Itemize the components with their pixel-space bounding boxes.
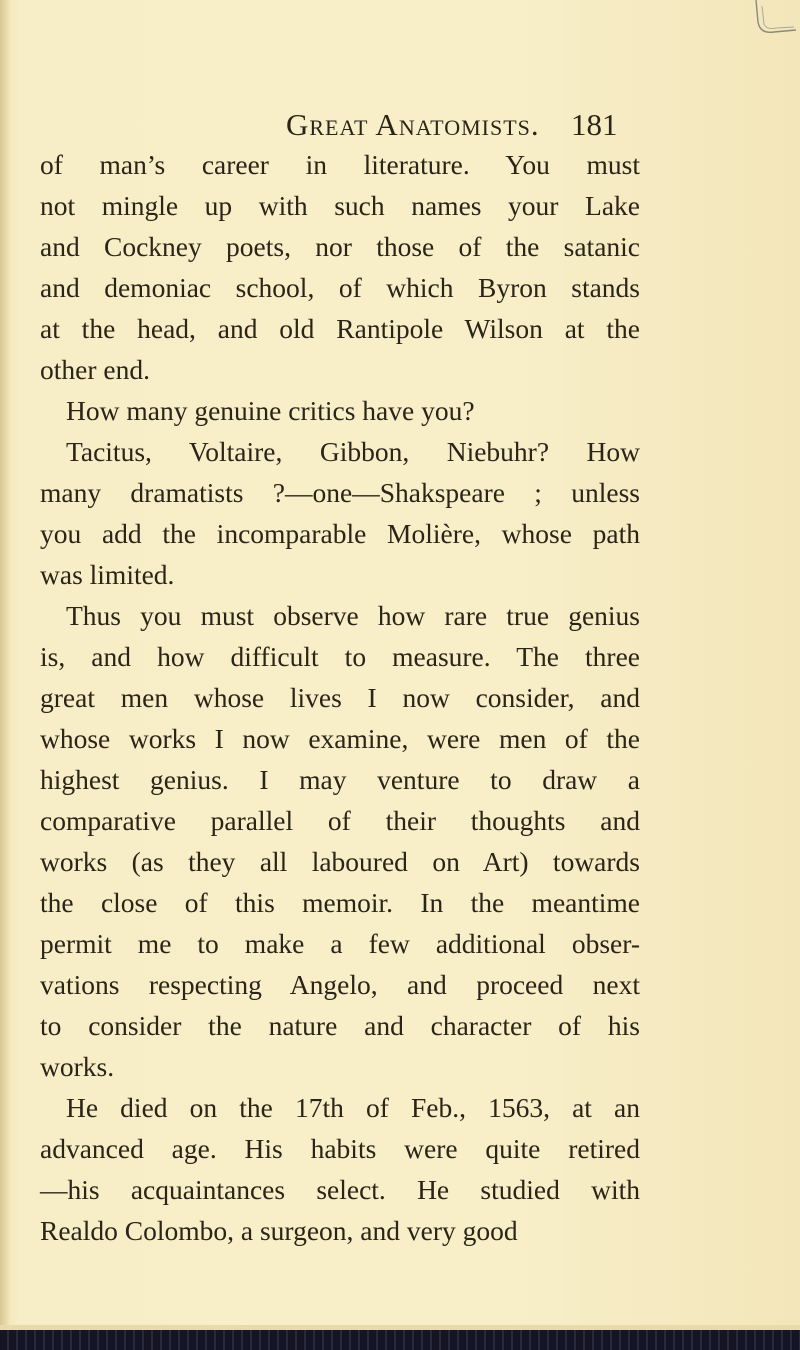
text-line: great men whose lives I now consider, and <box>40 682 640 713</box>
running-title: Great Anatomists. <box>286 107 540 142</box>
text-line: works (as they all laboured on Art) towards <box>40 846 640 877</box>
text-line: He died on the 17th of Feb., 1563, at an <box>66 1092 640 1123</box>
text-line: many dramatists ?—one—Shakspeare ; unless <box>40 477 640 508</box>
text-line: Thus you must observe how rare true genius <box>66 600 640 631</box>
text-line: —his acquaintances select. He studied with <box>40 1174 640 1205</box>
text-line: Tacitus, Voltaire, Gibbon, Niebuhr? How <box>66 436 640 467</box>
text-line: whose works I now examine, were men of the <box>40 723 640 754</box>
corner-mark <box>748 0 798 40</box>
text-line: not mingle up with such names your Lake <box>40 190 640 221</box>
page-header <box>0 100 800 150</box>
text-line: other end. <box>40 354 150 385</box>
text-line: and Cockney poets, nor those of the satanic <box>40 231 640 262</box>
text-line: the close of this memoir. In the meantime <box>40 887 640 918</box>
text-line: to consider the nature and character of his <box>40 1010 640 1041</box>
text-line: is, and how difficult to measure. The three <box>40 641 640 672</box>
text-line: advanced age. His habits were quite retired <box>40 1133 640 1164</box>
text-line: you add the incomparable Molière, whose path <box>40 518 640 549</box>
text-line: highest genius. I may venture to draw a <box>40 764 640 795</box>
text-line: works. <box>40 1051 115 1082</box>
text-line: permit me to make a few additional obser- <box>40 928 640 959</box>
text-line: Realdo Colombo, a surgeon, and very good <box>40 1215 518 1246</box>
page-number: 181 <box>571 107 618 142</box>
text-line: How many genuine critics have you? <box>66 395 475 426</box>
text-line: vations respecting Angelo, and proceed next <box>40 969 640 1000</box>
body-text <box>40 144 640 1251</box>
text-line: comparative parallel of their thoughts and <box>40 805 640 836</box>
text-line: at the head, and old Rantipole Wilson at the <box>40 313 640 344</box>
text-line: and demoniac school, of which Byron stands <box>40 272 640 303</box>
scan-bottom-bar <box>0 1330 800 1350</box>
binding-shadow <box>0 0 10 1350</box>
text-line: was limited. <box>40 559 175 590</box>
text-line: of man’s career in literature. You must <box>40 149 640 180</box>
